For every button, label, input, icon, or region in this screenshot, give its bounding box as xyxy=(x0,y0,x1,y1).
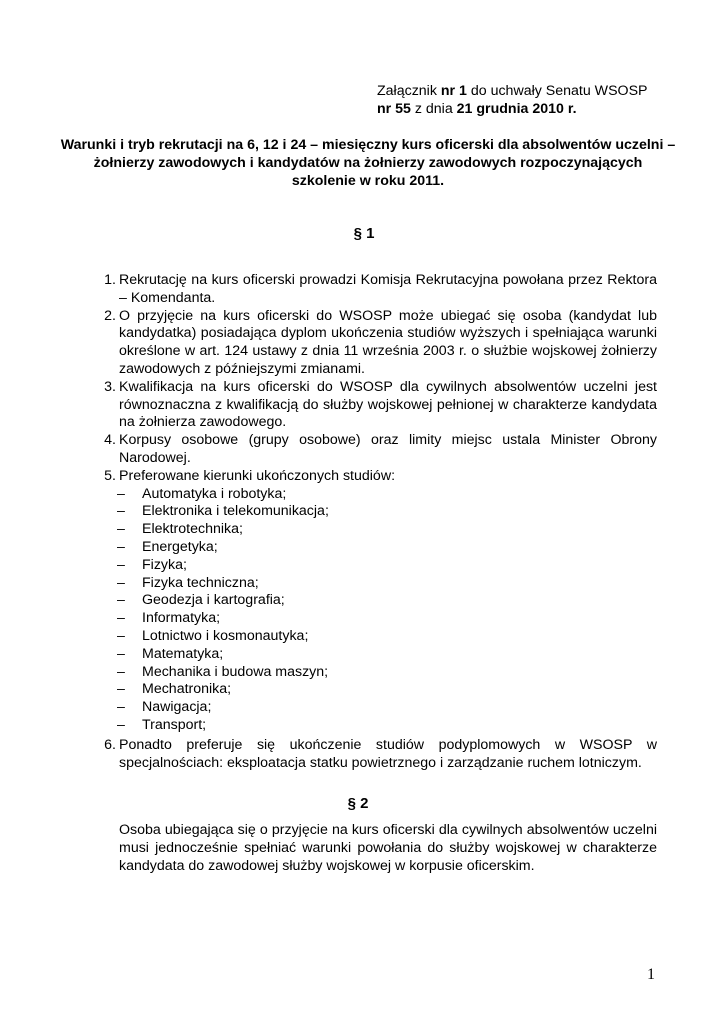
field-item: – Informatyka; xyxy=(117,610,221,627)
list-item: 6. Ponadto preferuje się ukończenie studiów podyplomowych w WSOSP w specjalnościach: eksploatacja statku powietrznego i zarządzanie ruchem lotniczym. xyxy=(104,736,657,771)
field-item: – Mechanika i budowa maszyn; xyxy=(117,663,329,680)
section-1-mark: § 1 xyxy=(353,225,375,242)
field-item: – Lotnictwo i kosmonautyka; xyxy=(117,627,309,644)
section-1-list xyxy=(96,272,657,772)
field-item: – Automatyka i robotyka; xyxy=(117,485,287,502)
field-item: – Fizyka; xyxy=(117,556,187,573)
field-item: – Transport; xyxy=(117,716,207,733)
field-item: – Nawigacja; xyxy=(117,699,212,716)
field-item: – Elektronika i telekomunikacja; xyxy=(117,503,329,520)
list-item: 2. O przyjęcie na kurs oficerski do WSOSP może ubiegać się osoba (kandydat lub kandydatka) posiadająca dyplom ukończenia studiów wyższych i spełniająca warunki określone w art. 124 ustawy z dnia 11 września 2003 r. o służbie wojskowej żołnierzy zawodowych z późniejszymi zmianami. xyxy=(104,307,657,377)
field-item: – Fizyka techniczna; xyxy=(117,574,259,591)
list-item: 1. Rekrutację na kurs oficerski prowadzi Komisja Rekrutacyjna powołana przez Rektora – Komendanta. xyxy=(104,272,657,306)
field-item: – Energetyka; xyxy=(117,538,218,555)
list-item: 3. Kwalifikacja na kurs oficerski do WSOSP dla cywilnych absolwentów uczelni jest równoznaczna z kwalifikacją do służby wojskowej pełnionej w charakterze kandydata na żołnierza zawodowego. xyxy=(104,378,657,431)
section-2-paragraph: Osoba ubiegająca się o przyjęcie na kurs oficerski dla cywilnych absolwentów uczelni musi jednocześnie spełniać warunki powołania do służby wojskowej w charakterze kandydata do zawodowej służby wojskowej w korpusie oficerskim. xyxy=(119,822,657,874)
field-item: – Mechatronika; xyxy=(117,681,232,698)
list-item: 4. Korpusy osobowe (grupy osobowe) oraz limity miejsc ustala Minister Obrony Narodowej. xyxy=(104,432,657,466)
list-item: 5. Preferowane kierunki ukończonych studiów: xyxy=(104,467,396,484)
header-line-1: Załącznik nr 1 do uchwały Senatu WSOSP xyxy=(377,83,648,99)
field-item: – Matematyka; xyxy=(117,645,224,662)
header-line-2: nr 55 z dnia 21 grudnia 2010 r. xyxy=(377,100,577,117)
document-title: Warunki i tryb rekrutacji na 6, 12 i 24 – miesięczny kurs oficerski dla absolwentów uczelni – żołnierzy zawodowych i kandydatów na żołnierzy zawodowych rozpoczynających szkolenie w roku 2011. xyxy=(60,137,676,189)
attachment-header xyxy=(377,83,677,119)
field-item: – Elektrotechnika; xyxy=(117,521,243,538)
field-item: – Geodezja i kartografia; xyxy=(117,592,285,609)
page-number: 1 xyxy=(647,966,655,983)
section-2-mark: § 2 xyxy=(347,795,369,812)
